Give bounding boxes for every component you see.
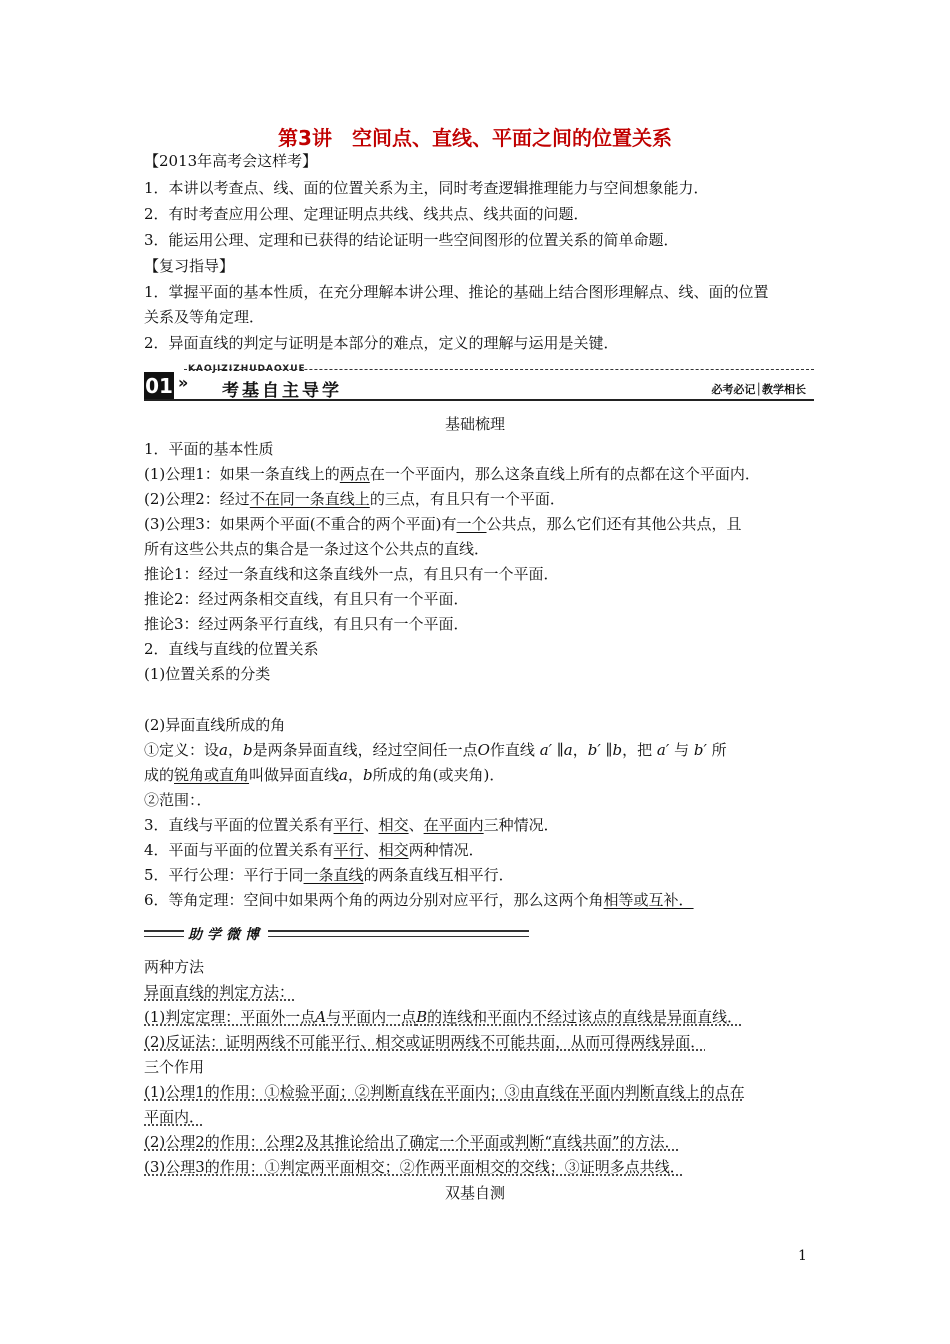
review-header: 【复习指导】 (144, 257, 235, 275)
banner-number: 01 (145, 374, 173, 398)
roles-head: 三个作用 (144, 1058, 205, 1076)
s6: 6．等角定理：空间中如果两个角的两边分别对应平行，那么这两个角相等或互补． (144, 891, 694, 909)
helper-divider (144, 924, 529, 944)
double-test-title: 双基自测 (444, 1184, 505, 1202)
s1-head: 1．平面的基本性质 (144, 440, 274, 458)
page-title: 第3讲 空间点、直线、平面之间的位置关系 (278, 126, 672, 150)
axiom-3-cont: 所有这些公共点的集合是一条过这个公共点的直线． (144, 540, 490, 558)
s4: 4．平面与平面的位置关系有平行、相交两种情况． (144, 841, 484, 859)
double-chevron-icon: » (178, 373, 189, 392)
role-1-cont: 平面内． (144, 1108, 205, 1126)
method-2: (2)反证法：证明两线不可能平行、相交或证明两线不可能共面，从而可得两线异面． (144, 1033, 706, 1051)
axiom-1: (1)公理1：如果一条直线上的两点在一个平面内，那么这条直线上所有的点都在这个平面内． (144, 465, 760, 483)
method-1: (1)判定定理：平面外一点A与平面内一点B的连线和平面内不经过该点的直线是异面直线． (144, 1008, 743, 1026)
section-banner (144, 364, 814, 404)
exam-header: 【2013年高考会这样考】 (144, 152, 318, 170)
exam-item: 3．能运用公理、定理和已获得的结论证明一些空间图形的位置关系的简单命题． (144, 231, 679, 249)
exam-item: 1．本讲以考查点、线、面的位置关系为主，同时考查逻辑推理能力与空间想象能力． (144, 179, 709, 197)
page-number: 1 (798, 1248, 807, 1264)
s3: 3．直线与平面的位置关系有平行、相交、在平面内三种情况． (144, 816, 559, 834)
s2-definition-cont: 成的锐角或直角叫做异面直线a，b所成的角(或夹角)． (144, 766, 505, 784)
corollary-3: 推论3：经过两条平行直线，有且只有一个平面． (144, 615, 469, 633)
corollary-1: 推论1：经过一条直线和这条直线外一点，有且只有一个平面． (144, 565, 559, 583)
banner-tagline: 必考必记│教学相长 (711, 383, 806, 396)
axiom-2: (2)公理2：经过不在同一条直线上的三点，有且只有一个平面． (144, 490, 565, 508)
s2-head: 2．直线与直线的位置关系 (144, 640, 319, 658)
s2-range: ②范围：． (144, 791, 212, 809)
axiom-3: (3)公理3：如果两个平面(不重合的两个平面)有一个公共点，那么它们还有其他公共点，且 (144, 515, 742, 533)
review-item: 1．掌握平面的基本性质，在充分理解本讲公理、推论的基础上结合图形理解点、线、面的位置 (144, 283, 769, 301)
s5: 5．平行公理：平行于同一条直线的两条直线互相平行． (144, 866, 514, 884)
methods-head: 两种方法 (144, 958, 205, 976)
banner-pinyin: KAOJIZIZHUDAOXUE (188, 364, 306, 374)
review-item: 关系及等角定理． (144, 308, 265, 326)
s2-definition: ①定义：设a，b是两条异面直线，经过空间任一点O作直线 a′ ∥a，b′ ∥b，把 a′ 与 b′ 所 (144, 741, 727, 759)
review-item: 2．异面直线的判定与证明是本部分的难点，定义的理解与运用是关键． (144, 334, 619, 352)
exam-item: 2．有时考查应用公理、定理证明点共线、线共点、线共面的问题． (144, 205, 589, 223)
role-3: (3)公理3的作用：①判定两平面相交；②作两平面相交的交线；③证明多点共线． (144, 1158, 685, 1176)
basics-title: 基础梳理 (444, 415, 505, 433)
helper-label: 助学微博 (184, 924, 268, 944)
s2-classification: (1)位置关系的分类 (144, 665, 271, 683)
role-1: (1)公理1的作用：①检验平面；②判断直线在平面内；③由直线在平面内判断直线上的点在 (144, 1083, 745, 1101)
banner-rule (144, 399, 814, 401)
methods-sub: 异面直线的判定方法： (144, 983, 295, 1001)
s2-angle: (2)异面直线所成的角 (144, 716, 286, 734)
corollary-2: 推论2：经过两条相交直线，有且只有一个平面． (144, 590, 469, 608)
banner-heading: 考基自主导学 (222, 381, 342, 401)
role-2: (2)公理2的作用：公理2及其推论给出了确定一个平面或判断“直线共面”的方法． (144, 1133, 680, 1151)
